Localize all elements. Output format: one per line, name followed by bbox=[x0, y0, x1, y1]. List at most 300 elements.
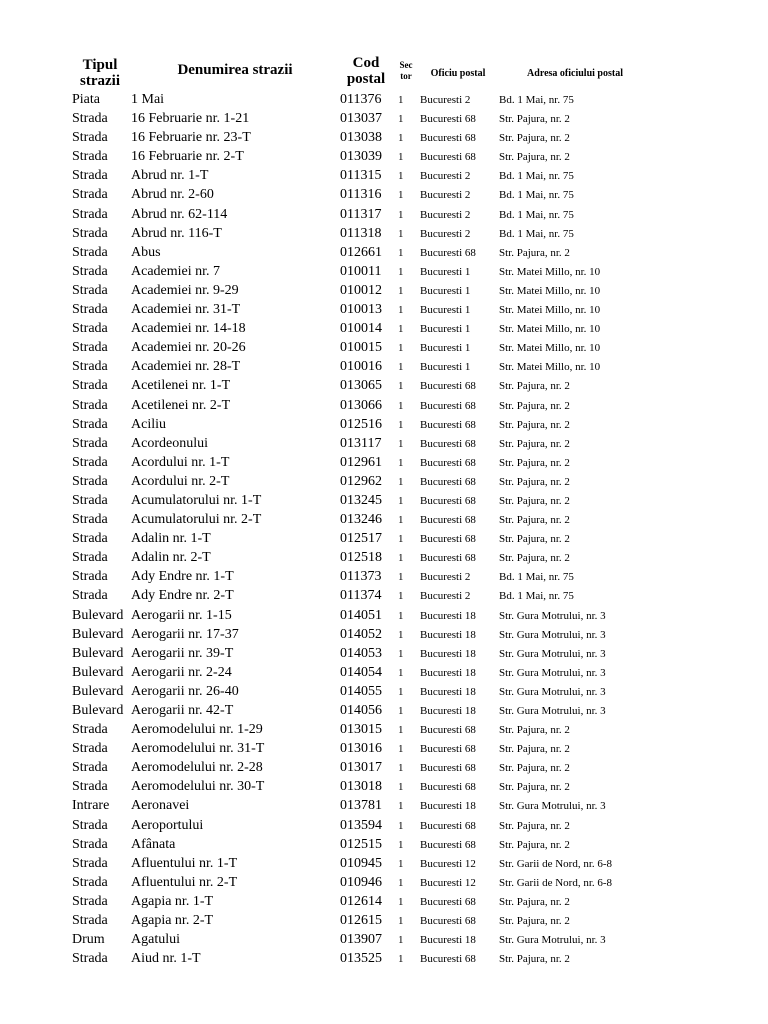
cell-denumirea: Aeronavei bbox=[131, 798, 190, 814]
cell-cod-postal: 010012 bbox=[340, 282, 382, 298]
cell-adresa: Str. Pajura, nr. 2 bbox=[499, 494, 570, 507]
cell-sector: 1 bbox=[398, 666, 404, 679]
cell-cod-postal: 013017 bbox=[340, 760, 382, 776]
header-adresa-oficiului: Adresa oficiului postal bbox=[527, 68, 623, 79]
table-row bbox=[0, 949, 768, 968]
cell-denumirea: Afluentului nr. 2-T bbox=[131, 874, 238, 890]
cell-denumirea: Adalin nr. 2-T bbox=[131, 550, 211, 566]
table-row bbox=[0, 128, 768, 147]
cell-tipul: Bulevard bbox=[72, 703, 124, 718]
cell-cod-postal: 013246 bbox=[340, 512, 382, 528]
cell-cod-postal: 011316 bbox=[340, 187, 382, 203]
cell-sector: 1 bbox=[398, 838, 404, 851]
cell-oficiu-postal: Bucuresti 2 bbox=[420, 571, 471, 584]
cell-denumirea: Acetilenei nr. 1-T bbox=[131, 378, 231, 394]
cell-cod-postal: 011373 bbox=[340, 569, 382, 585]
cell-denumirea: Aeromodelului nr. 30-T bbox=[131, 779, 265, 795]
cell-cod-postal: 010945 bbox=[340, 855, 382, 871]
cell-denumirea: Aerogarii nr. 17-37 bbox=[131, 626, 239, 642]
table-row bbox=[0, 510, 768, 529]
cell-sector: 1 bbox=[398, 170, 404, 183]
cell-cod-postal: 010014 bbox=[340, 321, 382, 337]
cell-cod-postal: 013038 bbox=[340, 130, 382, 146]
cell-adresa: Str. Pajura, nr. 2 bbox=[499, 724, 570, 737]
cell-sector: 1 bbox=[398, 189, 404, 202]
table-row bbox=[0, 109, 768, 128]
cell-tipul: Strada bbox=[72, 302, 108, 318]
cell-oficiu-postal: Bucuresti 1 bbox=[420, 323, 471, 336]
cell-denumirea: Aerogarii nr. 39-T bbox=[131, 645, 234, 661]
cell-adresa: Str. Pajura, nr. 2 bbox=[499, 113, 570, 126]
cell-tipul: Bulevard bbox=[72, 645, 124, 661]
cell-denumirea: Aerogarii nr. 26-40 bbox=[131, 683, 239, 699]
table-row bbox=[0, 796, 768, 815]
cell-cod-postal: 012518 bbox=[340, 550, 382, 566]
cell-cod-postal: 014054 bbox=[340, 664, 382, 680]
cell-sector: 1 bbox=[398, 323, 404, 336]
cell-adresa: Str. Pajura, nr. 2 bbox=[499, 533, 570, 546]
cell-sector: 1 bbox=[398, 781, 404, 794]
cell-cod-postal: 011318 bbox=[340, 225, 382, 241]
cell-oficiu-postal: Bucuresti 68 bbox=[420, 743, 476, 756]
cell-tipul: Drum bbox=[72, 932, 105, 948]
cell-denumirea: 16 Februarie nr. 2-T bbox=[131, 149, 244, 165]
cell-cod-postal: 013018 bbox=[340, 779, 382, 795]
cell-adresa: Str. Pajura, nr. 2 bbox=[499, 552, 570, 565]
cell-sector: 1 bbox=[398, 953, 404, 966]
cell-adresa: Str. Pajura, nr. 2 bbox=[499, 132, 570, 145]
cell-cod-postal: 010015 bbox=[340, 340, 382, 356]
cell-cod-postal: 013907 bbox=[340, 932, 382, 948]
cell-sector: 1 bbox=[398, 113, 404, 126]
table-row bbox=[0, 300, 768, 319]
cell-adresa: Str. Matei Millo, nr. 10 bbox=[499, 342, 601, 355]
cell-tipul: Bulevard bbox=[72, 664, 124, 680]
cell-adresa: Str. Matei Millo, nr. 10 bbox=[499, 265, 601, 278]
cell-oficiu-postal: Bucuresti 2 bbox=[420, 94, 471, 106]
table-row bbox=[0, 911, 768, 930]
cell-cod-postal: 014052 bbox=[340, 626, 382, 642]
cell-tipul: Strada bbox=[72, 951, 108, 967]
cell-oficiu-postal: Bucuresti 68 bbox=[420, 838, 476, 851]
cell-denumirea: Academiei nr. 14-18 bbox=[131, 321, 246, 337]
table-row bbox=[0, 625, 768, 644]
table-row bbox=[0, 472, 768, 491]
cell-oficiu-postal: Bucuresti 68 bbox=[420, 533, 476, 546]
cell-cod-postal: 014056 bbox=[340, 703, 382, 718]
cell-tipul: Strada bbox=[72, 473, 108, 489]
table-row bbox=[0, 166, 768, 185]
cell-cod-postal: 012661 bbox=[340, 244, 382, 260]
cell-adresa: Str. Matei Millo, nr. 10 bbox=[499, 284, 601, 297]
cell-oficiu-postal: Bucuresti 2 bbox=[420, 208, 471, 221]
cell-adresa: Str. Matei Millo, nr. 10 bbox=[499, 304, 601, 317]
table-row bbox=[0, 319, 768, 338]
cell-tipul: Strada bbox=[72, 149, 108, 165]
cell-adresa: Str. Matei Millo, nr. 10 bbox=[499, 323, 601, 336]
cell-tipul: Strada bbox=[72, 722, 108, 738]
cell-tipul: Strada bbox=[72, 454, 108, 470]
cell-tipul: Strada bbox=[72, 893, 108, 909]
cell-oficiu-postal: Bucuresti 68 bbox=[420, 113, 476, 126]
cell-tipul: Strada bbox=[72, 741, 108, 757]
cell-cod-postal: 010013 bbox=[340, 302, 382, 318]
cell-tipul: Strada bbox=[72, 913, 108, 929]
cell-adresa: Str. Pajura, nr. 2 bbox=[499, 514, 570, 527]
cell-tipul: Strada bbox=[72, 836, 108, 852]
cell-sector: 1 bbox=[398, 151, 404, 164]
cell-denumirea: Afânata bbox=[131, 836, 176, 852]
cell-cod-postal: 014055 bbox=[340, 683, 382, 699]
cell-adresa: Str. Gura Motrului, nr. 3 bbox=[499, 647, 606, 660]
cell-tipul: Bulevard bbox=[72, 683, 124, 699]
cell-sector: 1 bbox=[398, 399, 404, 412]
table-row bbox=[0, 453, 768, 472]
cell-tipul: Strada bbox=[72, 760, 108, 776]
cell-adresa: Str. Matei Millo, nr. 10 bbox=[499, 361, 601, 374]
cell-cod-postal: 013015 bbox=[340, 722, 382, 738]
table-row bbox=[0, 205, 768, 224]
cell-adresa: Str. Pajura, nr. 2 bbox=[499, 437, 570, 450]
cell-tipul: Intrare bbox=[72, 798, 110, 814]
cell-adresa: Str. Pajura, nr. 2 bbox=[499, 895, 570, 908]
table-row bbox=[0, 720, 768, 739]
cell-denumirea: Aerogarii nr. 42-T bbox=[131, 703, 234, 718]
cell-oficiu-postal: Bucuresti 18 bbox=[420, 628, 476, 641]
table-row bbox=[0, 224, 768, 243]
cell-oficiu-postal: Bucuresti 68 bbox=[420, 781, 476, 794]
cell-tipul: Strada bbox=[72, 263, 108, 279]
cell-cod-postal: 010946 bbox=[340, 874, 382, 890]
cell-sector: 1 bbox=[398, 342, 404, 355]
cell-tipul: Strada bbox=[72, 531, 108, 547]
header-tipul-strazii: Tipul strazii bbox=[80, 57, 120, 89]
cell-adresa: Str. Gura Motrului, nr. 3 bbox=[499, 685, 606, 698]
table-row bbox=[0, 548, 768, 567]
cell-adresa: Str. Pajura, nr. 2 bbox=[499, 762, 570, 775]
header-oficiu-postal: Oficiu postal bbox=[430, 68, 486, 79]
cell-denumirea: Aerogarii nr. 1-15 bbox=[131, 607, 232, 623]
cell-tipul: Bulevard bbox=[72, 626, 124, 642]
table-row bbox=[0, 682, 768, 701]
cell-oficiu-postal: Bucuresti 1 bbox=[420, 342, 471, 355]
cell-oficiu-postal: Bucuresti 1 bbox=[420, 304, 471, 317]
cell-adresa: Bd. 1 Mai, nr. 75 bbox=[499, 590, 574, 603]
table-row bbox=[0, 262, 768, 281]
table-row bbox=[0, 243, 768, 262]
cell-tipul: Strada bbox=[72, 244, 108, 260]
cell-oficiu-postal: Bucuresti 1 bbox=[420, 361, 471, 374]
cell-sector: 1 bbox=[398, 361, 404, 374]
cell-tipul: Strada bbox=[72, 111, 108, 127]
cell-tipul: Strada bbox=[72, 397, 108, 413]
table-row bbox=[0, 930, 768, 949]
cell-tipul: Strada bbox=[72, 168, 108, 184]
cell-sector: 1 bbox=[398, 380, 404, 393]
table-row bbox=[0, 491, 768, 510]
cell-denumirea: Abrud nr. 1-T bbox=[131, 168, 209, 184]
cell-tipul: Strada bbox=[72, 512, 108, 528]
cell-adresa: Bd. 1 Mai, nr. 75 bbox=[499, 170, 574, 183]
table-row bbox=[0, 873, 768, 892]
table-row bbox=[0, 644, 768, 663]
cell-cod-postal: 014053 bbox=[340, 645, 382, 661]
cell-cod-postal: 013066 bbox=[340, 397, 382, 413]
cell-denumirea: Ady Endre nr. 2-T bbox=[131, 588, 234, 604]
cell-sector: 1 bbox=[398, 208, 404, 221]
header-denumirea-strazii: Denumirea strazii bbox=[177, 62, 293, 78]
cell-tipul: Piata bbox=[72, 92, 100, 107]
cell-sector: 1 bbox=[398, 915, 404, 928]
table-row bbox=[0, 663, 768, 682]
cell-oficiu-postal: Bucuresti 68 bbox=[420, 953, 476, 966]
cell-sector: 1 bbox=[398, 514, 404, 527]
table-row bbox=[0, 147, 768, 166]
cell-cod-postal: 012961 bbox=[340, 454, 382, 470]
cell-oficiu-postal: Bucuresti 18 bbox=[420, 685, 476, 698]
cell-tipul: Strada bbox=[72, 550, 108, 566]
cell-sector: 1 bbox=[398, 647, 404, 660]
cell-denumirea: Acumulatorului nr. 2-T bbox=[131, 512, 262, 528]
cell-sector: 1 bbox=[398, 418, 404, 431]
cell-sector: 1 bbox=[398, 284, 404, 297]
cell-oficiu-postal: Bucuresti 2 bbox=[420, 227, 471, 240]
cell-tipul: Strada bbox=[72, 378, 108, 394]
cell-denumirea: Acordeonului bbox=[131, 435, 208, 451]
cell-adresa: Str. Gura Motrului, nr. 3 bbox=[499, 666, 606, 679]
cell-adresa: Str. Pajura, nr. 2 bbox=[499, 380, 570, 393]
table-row bbox=[0, 835, 768, 854]
cell-oficiu-postal: Bucuresti 68 bbox=[420, 399, 476, 412]
cell-oficiu-postal: Bucuresti 18 bbox=[420, 609, 476, 622]
cell-oficiu-postal: Bucuresti 1 bbox=[420, 284, 471, 297]
cell-sector: 1 bbox=[398, 857, 404, 870]
cell-adresa: Str. Pajura, nr. 2 bbox=[499, 399, 570, 412]
cell-denumirea: 1 Mai bbox=[131, 92, 165, 107]
cell-sector: 1 bbox=[398, 437, 404, 450]
cell-tipul: Strada bbox=[72, 569, 108, 585]
cell-oficiu-postal: Bucuresti 68 bbox=[420, 475, 476, 488]
cell-oficiu-postal: Bucuresti 68 bbox=[420, 456, 476, 469]
cell-denumirea: Aeromodelului nr. 1-29 bbox=[131, 722, 263, 738]
cell-sector: 1 bbox=[398, 685, 404, 698]
table-row bbox=[0, 185, 768, 204]
cell-tipul: Strada bbox=[72, 187, 108, 203]
cell-tipul: Strada bbox=[72, 321, 108, 337]
cell-tipul: Strada bbox=[72, 359, 108, 375]
cell-denumirea: 16 Februarie nr. 23-T bbox=[131, 130, 251, 146]
cell-adresa: Str. Pajura, nr. 2 bbox=[499, 456, 570, 469]
cell-denumirea: Academiei nr. 9-29 bbox=[131, 282, 239, 298]
cell-oficiu-postal: Bucuresti 2 bbox=[420, 170, 471, 183]
cell-denumirea: Aciliu bbox=[131, 416, 166, 432]
cell-oficiu-postal: Bucuresti 68 bbox=[420, 762, 476, 775]
cell-denumirea: Aiud nr. 1-T bbox=[131, 951, 201, 967]
cell-adresa: Str. Pajura, nr. 2 bbox=[499, 953, 570, 966]
table-row bbox=[0, 434, 768, 453]
cell-adresa: Str. Pajura, nr. 2 bbox=[499, 743, 570, 756]
cell-cod-postal: 010016 bbox=[340, 359, 382, 375]
cell-adresa: Str. Pajura, nr. 2 bbox=[499, 246, 570, 259]
cell-oficiu-postal: Bucuresti 18 bbox=[420, 934, 476, 947]
cell-adresa: Bd. 1 Mai, nr. 75 bbox=[499, 189, 574, 202]
cell-adresa: Bd. 1 Mai, nr. 75 bbox=[499, 208, 574, 221]
cell-denumirea: Academiei nr. 7 bbox=[131, 263, 221, 279]
cell-tipul: Strada bbox=[72, 817, 108, 833]
cell-denumirea: Abrud nr. 62-114 bbox=[131, 206, 228, 222]
table-row bbox=[0, 281, 768, 300]
cell-denumirea: Agapia nr. 1-T bbox=[131, 893, 214, 909]
cell-denumirea: Aeromodelului nr. 2-28 bbox=[131, 760, 263, 776]
cell-adresa: Str. Pajura, nr. 2 bbox=[499, 819, 570, 832]
table-row bbox=[0, 739, 768, 758]
header-cod-postal: Cod postal bbox=[346, 55, 386, 87]
cell-sector: 1 bbox=[398, 494, 404, 507]
cell-cod-postal: 013016 bbox=[340, 741, 382, 757]
cell-denumirea: Acumulatorului nr. 1-T bbox=[131, 492, 262, 508]
cell-oficiu-postal: Bucuresti 18 bbox=[420, 705, 476, 717]
cell-tipul: Strada bbox=[72, 855, 108, 871]
cell-denumirea: Academiei nr. 28-T bbox=[131, 359, 241, 375]
cell-sector: 1 bbox=[398, 571, 404, 584]
cell-sector: 1 bbox=[398, 876, 404, 889]
cell-denumirea: Adalin nr. 1-T bbox=[131, 531, 211, 547]
cell-oficiu-postal: Bucuresti 68 bbox=[420, 819, 476, 832]
cell-sector: 1 bbox=[398, 94, 404, 106]
table-row bbox=[0, 357, 768, 376]
cell-denumirea: Abrud nr. 2-60 bbox=[131, 187, 214, 203]
cell-cod-postal: 013245 bbox=[340, 492, 382, 508]
cell-sector: 1 bbox=[398, 590, 404, 603]
table-row bbox=[0, 529, 768, 548]
table-row bbox=[0, 338, 768, 357]
cell-adresa: Str. Pajura, nr. 2 bbox=[499, 838, 570, 851]
table-row bbox=[0, 758, 768, 777]
cell-oficiu-postal: Bucuresti 2 bbox=[420, 590, 471, 603]
cell-sector: 1 bbox=[398, 895, 404, 908]
cell-oficiu-postal: Bucuresti 68 bbox=[420, 437, 476, 450]
cell-denumirea: Agatului bbox=[131, 932, 180, 948]
cell-denumirea: 16 Februarie nr. 1-21 bbox=[131, 111, 250, 127]
cell-oficiu-postal: Bucuresti 68 bbox=[420, 494, 476, 507]
cell-sector: 1 bbox=[398, 762, 404, 775]
cell-oficiu-postal: Bucuresti 68 bbox=[420, 132, 476, 145]
cell-sector: 1 bbox=[398, 705, 404, 717]
cell-denumirea: Abrud nr. 116-T bbox=[131, 225, 222, 241]
cell-cod-postal: 010011 bbox=[340, 263, 382, 279]
cell-sector: 1 bbox=[398, 743, 404, 756]
cell-oficiu-postal: Bucuresti 68 bbox=[420, 151, 476, 164]
cell-tipul: Strada bbox=[72, 416, 108, 432]
cell-denumirea: Abus bbox=[131, 244, 161, 260]
table-row bbox=[0, 892, 768, 911]
table-row bbox=[0, 816, 768, 835]
cell-oficiu-postal: Bucuresti 2 bbox=[420, 189, 471, 202]
cell-denumirea: Afluentului nr. 1-T bbox=[131, 855, 238, 871]
table-row bbox=[0, 376, 768, 395]
cell-adresa: Bd. 1 Mai, nr. 75 bbox=[499, 94, 574, 106]
cell-sector: 1 bbox=[398, 934, 404, 947]
cell-adresa: Str. Pajura, nr. 2 bbox=[499, 418, 570, 431]
cell-adresa: Str. Pajura, nr. 2 bbox=[499, 475, 570, 488]
cell-cod-postal: 012962 bbox=[340, 473, 382, 489]
cell-cod-postal: 013039 bbox=[340, 149, 382, 165]
cell-cod-postal: 013594 bbox=[340, 817, 382, 833]
cell-denumirea: Acordului nr. 2-T bbox=[131, 473, 230, 489]
table-row bbox=[0, 777, 768, 796]
cell-sector: 1 bbox=[398, 609, 404, 622]
cell-adresa: Str. Gura Motrului, nr. 3 bbox=[499, 934, 606, 947]
table-body bbox=[0, 90, 768, 968]
header-sector: Sec tor bbox=[399, 60, 413, 81]
cell-adresa: Str. Gura Motrului, nr. 3 bbox=[499, 609, 606, 622]
cell-adresa: Str. Pajura, nr. 2 bbox=[499, 915, 570, 928]
cell-oficiu-postal: Bucuresti 68 bbox=[420, 514, 476, 527]
table-row bbox=[0, 415, 768, 434]
cell-cod-postal: 012614 bbox=[340, 893, 382, 909]
cell-adresa: Bd. 1 Mai, nr. 75 bbox=[499, 571, 574, 584]
cell-denumirea: Agapia nr. 2-T bbox=[131, 913, 214, 929]
cell-cod-postal: 012515 bbox=[340, 836, 382, 852]
cell-oficiu-postal: Bucuresti 18 bbox=[420, 800, 476, 813]
cell-sector: 1 bbox=[398, 304, 404, 317]
cell-denumirea: Acetilenei nr. 2-T bbox=[131, 397, 231, 413]
cell-denumirea: Acordului nr. 1-T bbox=[131, 454, 230, 470]
cell-cod-postal: 011317 bbox=[340, 206, 382, 222]
cell-oficiu-postal: Bucuresti 68 bbox=[420, 915, 476, 928]
cell-sector: 1 bbox=[398, 132, 404, 145]
cell-adresa: Str. Pajura, nr. 2 bbox=[499, 781, 570, 794]
cell-tipul: Strada bbox=[72, 779, 108, 795]
cell-oficiu-postal: Bucuresti 68 bbox=[420, 418, 476, 431]
cell-oficiu-postal: Bucuresti 18 bbox=[420, 647, 476, 660]
cell-sector: 1 bbox=[398, 628, 404, 641]
cell-oficiu-postal: Bucuresti 68 bbox=[420, 895, 476, 908]
cell-sector: 1 bbox=[398, 475, 404, 488]
cell-sector: 1 bbox=[398, 819, 404, 832]
cell-oficiu-postal: Bucuresti 68 bbox=[420, 724, 476, 737]
cell-denumirea: Aerogarii nr. 2-24 bbox=[131, 664, 232, 680]
cell-sector: 1 bbox=[398, 552, 404, 565]
table-row bbox=[0, 854, 768, 873]
cell-adresa: Str. Gura Motrului, nr. 3 bbox=[499, 628, 606, 641]
cell-denumirea: Ady Endre nr. 1-T bbox=[131, 569, 234, 585]
cell-cod-postal: 011315 bbox=[340, 168, 382, 184]
table-row bbox=[0, 567, 768, 586]
cell-adresa: Bd. 1 Mai, nr. 75 bbox=[499, 227, 574, 240]
cell-sector: 1 bbox=[398, 533, 404, 546]
cell-oficiu-postal: Bucuresti 12 bbox=[420, 876, 476, 889]
cell-adresa: Str. Garii de Nord, nr. 6-8 bbox=[499, 876, 613, 889]
cell-cod-postal: 011374 bbox=[340, 588, 382, 604]
cell-cod-postal: 013781 bbox=[340, 798, 382, 814]
cell-adresa: Str. Gura Motrului, nr. 3 bbox=[499, 705, 606, 717]
cell-cod-postal: 014051 bbox=[340, 607, 382, 623]
cell-denumirea: Academiei nr. 31-T bbox=[131, 302, 241, 318]
table-row bbox=[0, 396, 768, 415]
cell-oficiu-postal: Bucuresti 1 bbox=[420, 265, 471, 278]
cell-oficiu-postal: Bucuresti 68 bbox=[420, 552, 476, 565]
cell-adresa: Str. Garii de Nord, nr. 6-8 bbox=[499, 857, 613, 870]
cell-sector: 1 bbox=[398, 265, 404, 278]
cell-tipul: Strada bbox=[72, 206, 108, 222]
table-row bbox=[0, 701, 768, 720]
table-row bbox=[0, 586, 768, 605]
cell-tipul: Strada bbox=[72, 130, 108, 146]
cell-adresa: Str. Pajura, nr. 2 bbox=[499, 151, 570, 164]
cell-tipul: Strada bbox=[72, 340, 108, 356]
cell-sector: 1 bbox=[398, 800, 404, 813]
